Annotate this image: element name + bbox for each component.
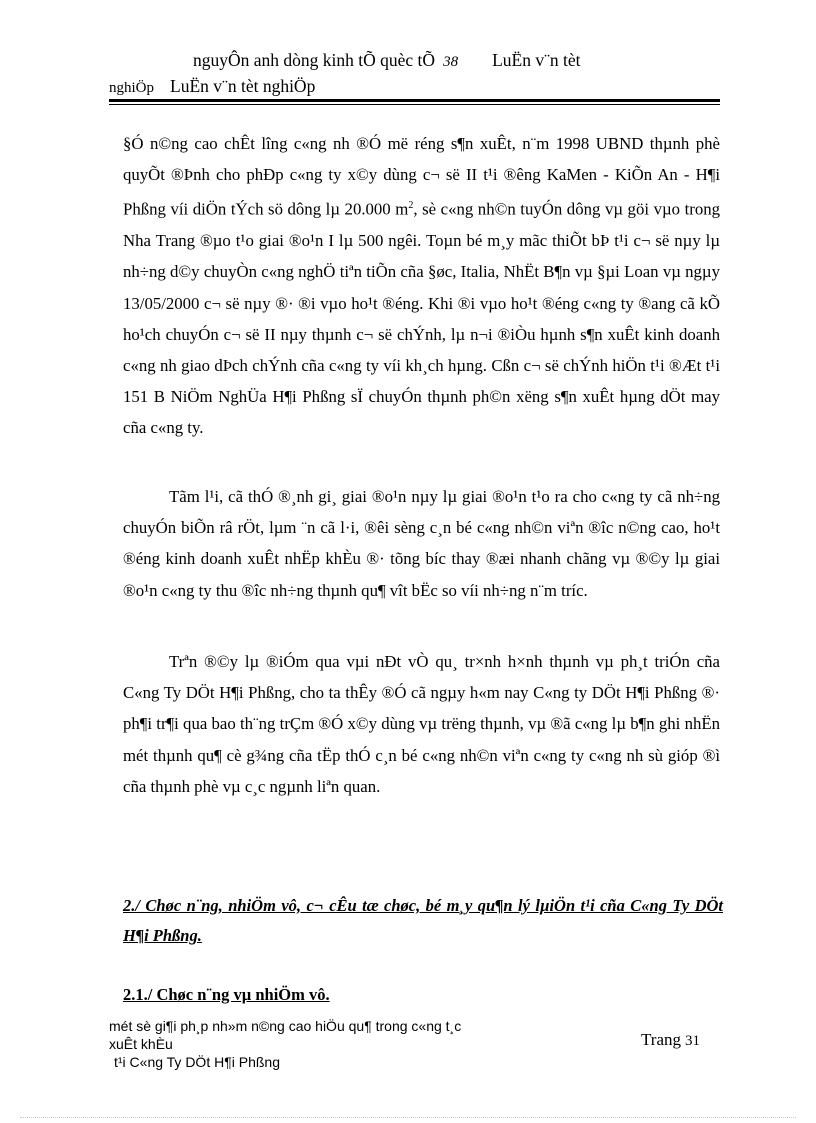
body-paragraph-1 — [123, 128, 720, 444]
section-heading: 2./ Chøc n¨ng, nhiÖm vô, c¬ cÊu tæ chøc, bé m¸y qu¶n lý lµiÖn t¹i cña C«ng Ty DÖt H¶i Phßng. — [123, 896, 723, 945]
page-bottom-border — [20, 1117, 796, 1118]
header-rule-thick — [109, 99, 720, 102]
body-paragraph-2: Tãm l¹i, cã thÓ ®¸nh gi¸ giai ®o¹n nµy lµ giai ®o¹n t¹o ra cho c«ng ty cã nh÷ng chuyÓn biÕn râ rÖt, lµm ¨n cã l·i, ®êi sèng c¸n bé c«ng nh©n viªn ®îc n©ng cao, ho¹t ®éng kinh doanh xuÊt nhËp khÈu ®· tõng bíc thay ®æi nhanh chãng vµ ®©y lµ giai ®o¹n c«ng ty thu ®îc nh÷ng thµnh qu¶ vît bËc so víi nh÷ng n¨m tríc. — [123, 487, 720, 600]
square-meter-superscript: 2 — [408, 200, 414, 212]
running-header-line-1 — [193, 50, 581, 71]
footer-line-3: t¹i C«ng Ty DÖt H¶i Phßng — [114, 1054, 280, 1070]
header-author-subject: nguyÔn anh dòng kinh tÕ quèc tÕ — [193, 50, 436, 70]
body-paragraph-3: Trªn ®©y lµ ®iÓm qua vµi nÐt vÒ qu¸ tr×nh h×nh thµnh vµ ph¸t triÓn cña C«ng Ty DÖt H¶i Phßng, cho ta thÊy ®Ó cã ngµy h«m nay C«ng ty DÖt H¶i Phßng ®· ph¶i tr¶i qua bao th¨ng trÇm ®Ó x©y dùng vµ trëng thµnh, vµ ®ã c«ng lµ b¶n ghi nhËn mét thµnh qu¶ cè g¾ng cña tËp thÓ c¸n bé c«ng nh©n viªn c«ng ty c«ng nh sù gióp ®ì cña thµnh phè vµ c¸c ngµnh liªn quan. — [123, 652, 720, 796]
paragraph-1-text-b: , sè c«ng nh©n tuyÓn dông vµ göi vµo trong Nha Trang ®µo t¹o giai ®o¹n I lµ 500 ngêi. Toµn bé m¸y mãc thiÕt bÞ t¹i c¬ së nµy lµ nh÷ng d©y chuyÒn c«ng nghÖ tiªn tiÕn cña §øc, Italia, NhËt B¶n vµ §µi Loan vµ ngµy 13/05/2000 c¬ së nµy ®· ®i vµo ho¹t ®éng. Khi ®i vµo ho¹t ®éng c«ng ty ®ang cã kÕ ho¹ch chuyÓn c¬ së II nµy thµnh c¬ së chÝnh, lµ n¬i ®iÒu hµnh s¶n xuÊt kinh doanh c«ng nh giao dÞch chÝnh cña c«ng ty víi kh¸ch hµng. Cßn c¬ së chÝnh hiÖn t¹i ®Æt t¹i 151 B NiÖm NghÜa H¶i Phßng sÏ chuyÓn thµnh ph©n xëng s¶n xuÊt hµng dÖt may cña c«ng ty. — [123, 200, 721, 438]
paragraph-1-text-a: §Ó n©ng cao chÊt lîng c«ng nh ®Ó më réng s¶n xuÊt, n¨m 1998 UBND thµnh phè quyÕt ®Þnh cho phÐp c«ng ty x©y dùng c¬ së II t¹i ®êng KaMen - KiÕn An - H¶i Phßng víi diÖn tÝch sö dông lµ 20.000 m — [123, 134, 720, 219]
footer-line-1: mét sè gi¶i ph¸p nh»m n©ng cao hiÖu qu¶ trong c«ng t¸c — [109, 1018, 462, 1034]
subsection-heading: 2.1./ Chøc n¨ng vµ nhiÖm vô. — [123, 985, 330, 1004]
page-number — [641, 1030, 700, 1050]
header-rule-thin — [109, 104, 720, 105]
header-document-type: LuËn v¨n tèt nghiÖp — [170, 76, 316, 96]
footer-line-2: xuÊt khÈu — [109, 1036, 173, 1052]
header-thesis-label: LuËn v¨n tèt — [492, 50, 581, 70]
page-label: Trang — [641, 1030, 681, 1049]
running-header-line-2 — [109, 76, 315, 97]
header-thesis-label-continued: nghiÖp — [109, 80, 154, 96]
page-number-value: 31 — [685, 1033, 700, 1049]
header-number: 38 — [443, 54, 459, 70]
footer-document-title — [109, 1017, 539, 1071]
